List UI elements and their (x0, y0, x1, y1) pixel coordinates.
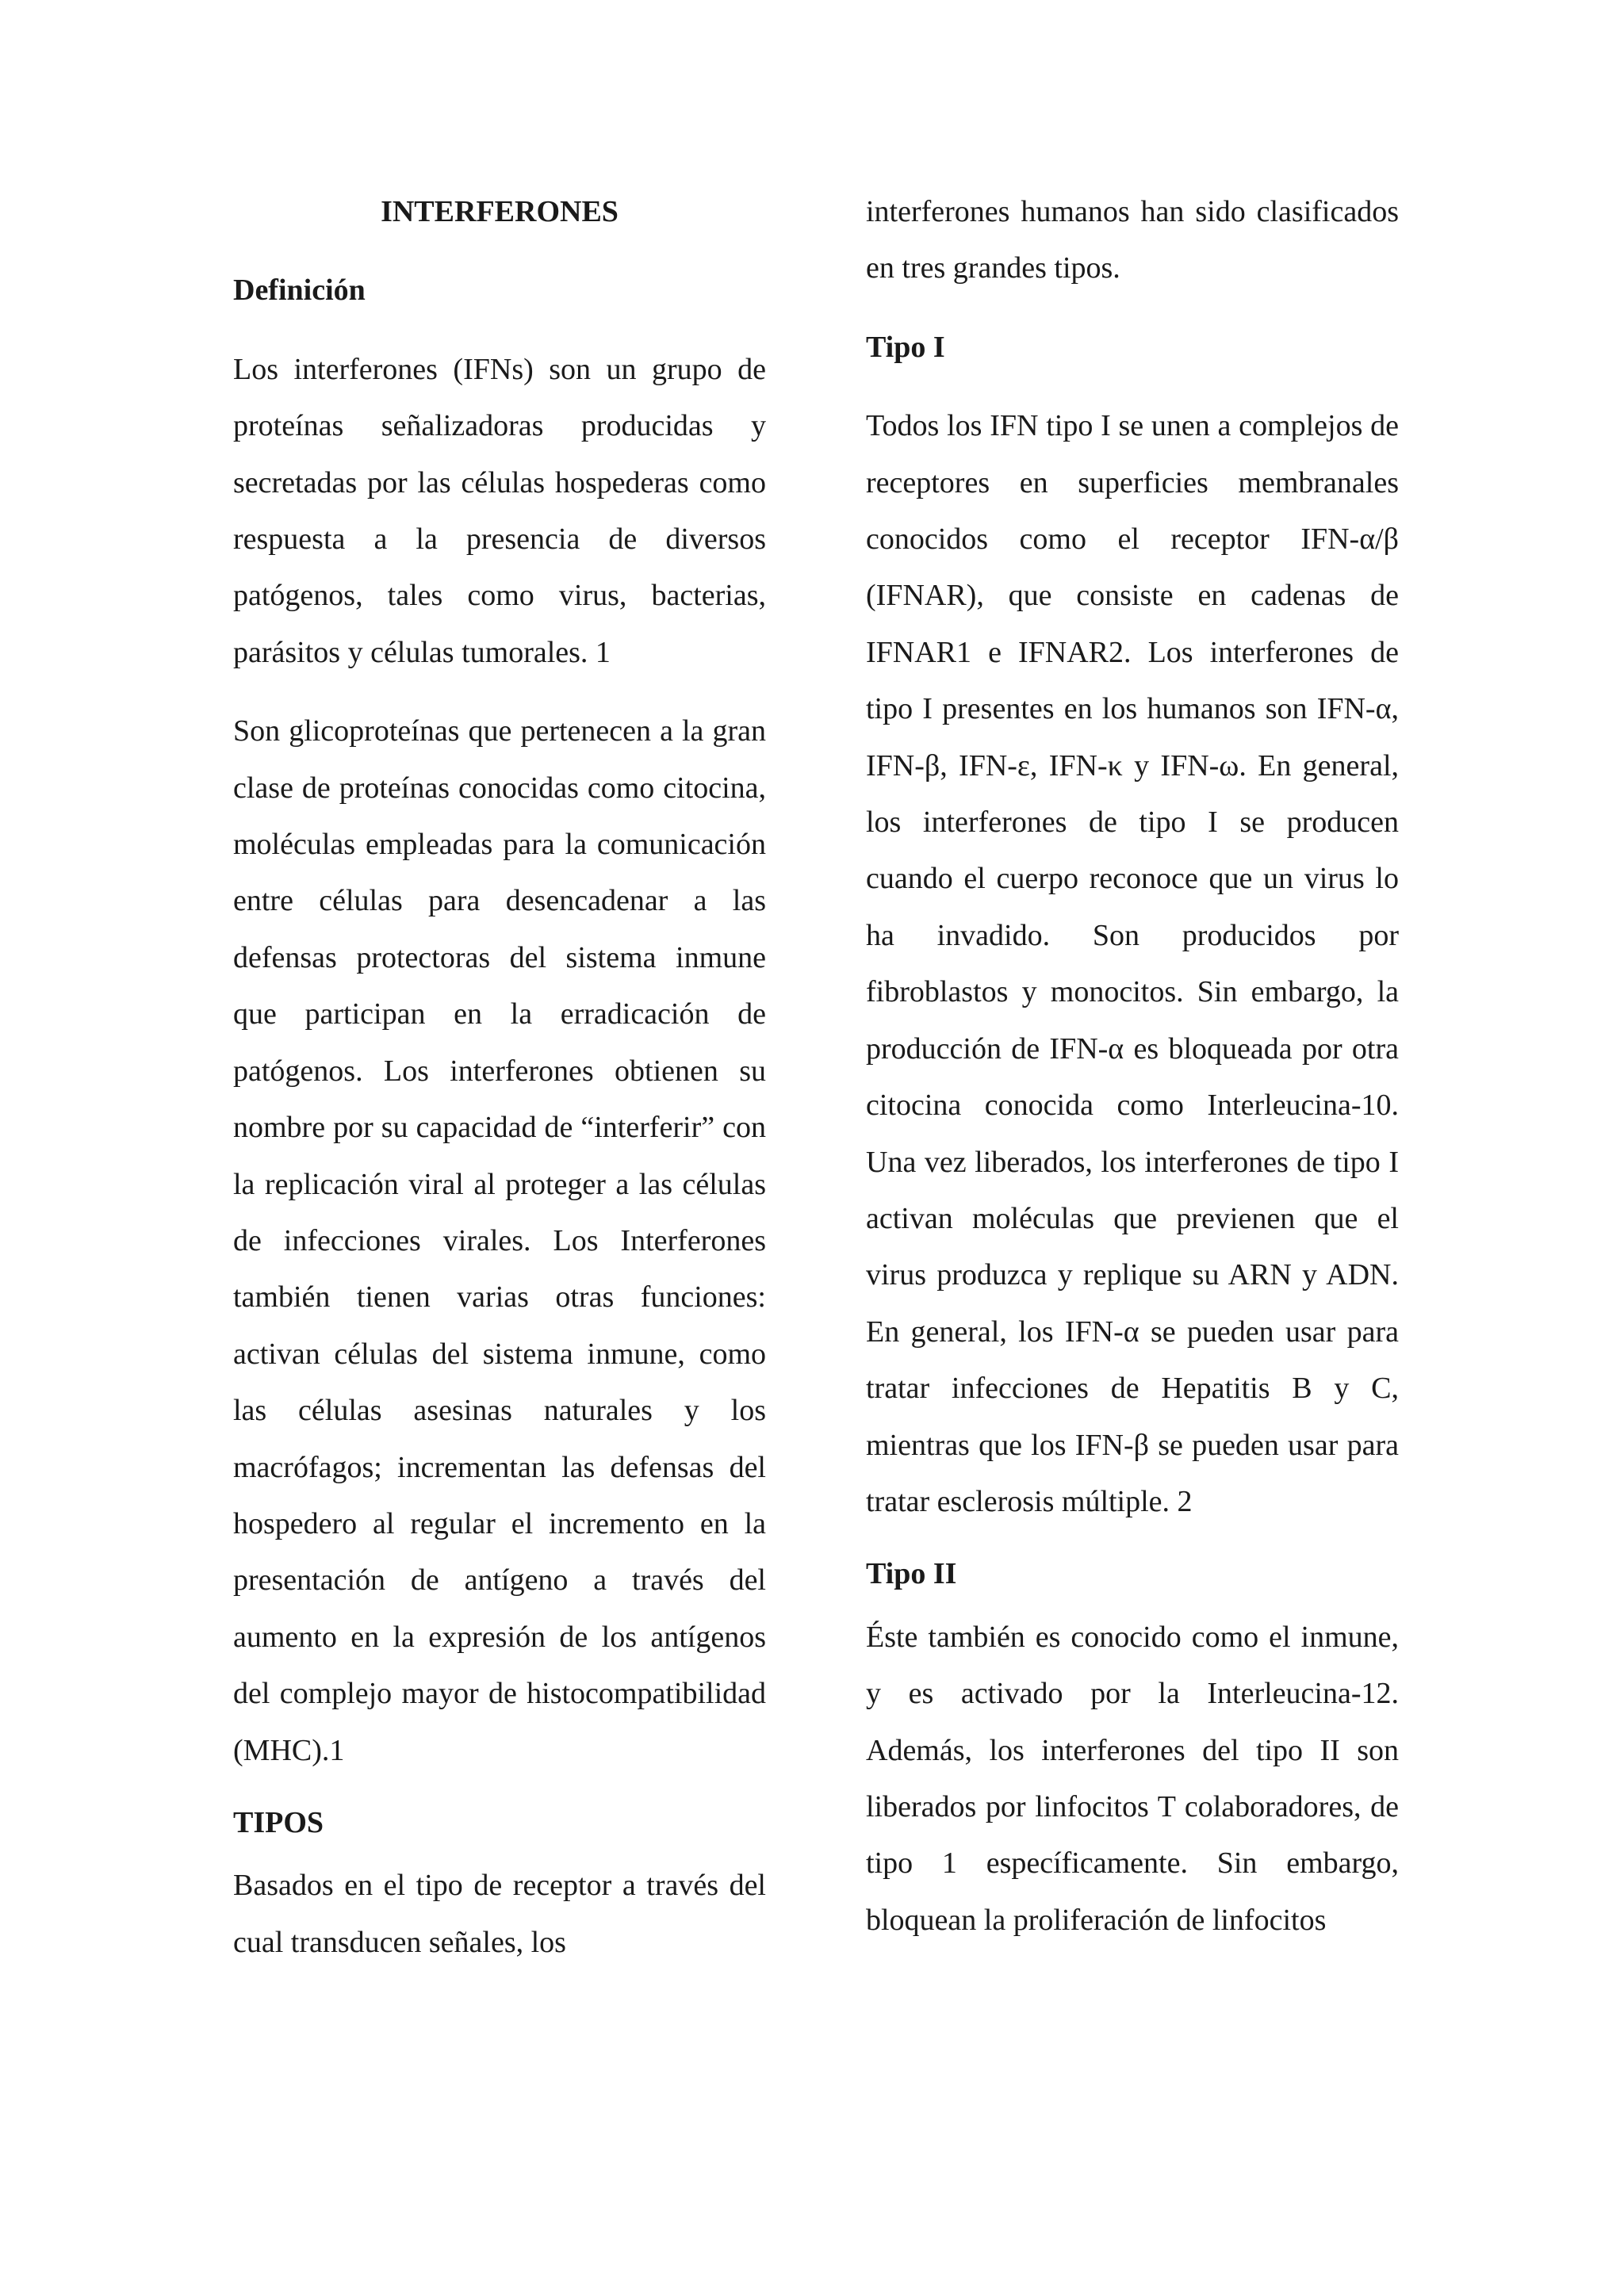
paragraph-tipo-1: Todos los IFN tipo I se unen a complejos de receptores en superficies membranales conocidos como el receptor IFN-α/β (IFNAR), que consiste en cadenas de IFNAR1 e IFNAR2. Los interferones de tipo I presentes en los humanos son IFN-α, IFN-β, IFN-ε, IFN-κ y IFN-ω. En general, los interferones de tipo I se producen cuando el cuerpo reconoce que un virus lo ha invadido. Son producidos por fibroblastos y monocitos. Sin embargo, la producción de IFN-α es bloqueada por otra citocina conocida como Interleucina-10. Una vez liberados, los interferones de tipo I activan moléculas que previenen que el virus produzca y replique su ARN y ADN. En general, los IFN-α se pueden usar para tratar infecciones de Hepatitis B y C, mientras que los IFN-β se pueden usar para tratar esclerosis múltiple. 2 (866, 409, 1399, 1518)
section-heading-tipos: TIPOS (233, 1805, 324, 1839)
right-column (866, 184, 1399, 1949)
paragraph-definicion-1: Los interferones (IFNs) son un grupo de proteínas señalizadoras producidas y secretadas por las células hospederas como respuesta a la presencia de diversos patógenos, tales como virus, bacterias, parásitos y células tumorales. 1 (233, 352, 766, 669)
left-column (233, 184, 766, 1971)
section-heading-tipo-2: Tipo II (866, 1557, 957, 1591)
document-title: INTERFERONES (381, 195, 619, 228)
section-heading-definicion: Definición (233, 274, 366, 308)
section-heading-tipo-1: Tipo I (866, 330, 945, 364)
paragraph-tipos-1: Basados en el tipo de receptor a través del cual transducen señales, los (233, 1869, 766, 1959)
paragraph-tipo-2: Éste también es conocido como el inmune, y es activado por la Interleucina-12. Además, los interferones del tipo II son liberados por linfocitos T colaboradores, de tipo 1 específicamente. Sin embargo, bloquean la proliferación de linfocitos (866, 1620, 1399, 1937)
paragraph-tipos-1-continued: interferones humanos han sido clasificados en tres grandes tipos. (866, 195, 1399, 285)
paragraph-definicion-2: Son glicoproteínas que pertenecen a la gran clase de proteínas conocidas como citocina, moléculas empleadas para la comunicación entre células para desencadenar a las defensas protectoras del sistema inmune que participan en la erradicación de patógenos. Los interferones obtienen su nombre por su capacidad de “interferir” con la replicación viral al proteger a las células de infecciones virales. Los Interferones también tienen varias otras funciones: activan células del sistema inmune, como las células asesinas naturales y los macrófagos; incrementan las defensas del hospedero al regular el incremento en la presentación de antígeno a través del aumento en la expresión de los antígenos del complejo mayor de histocompatibilidad (MHC).1 (233, 714, 766, 1767)
